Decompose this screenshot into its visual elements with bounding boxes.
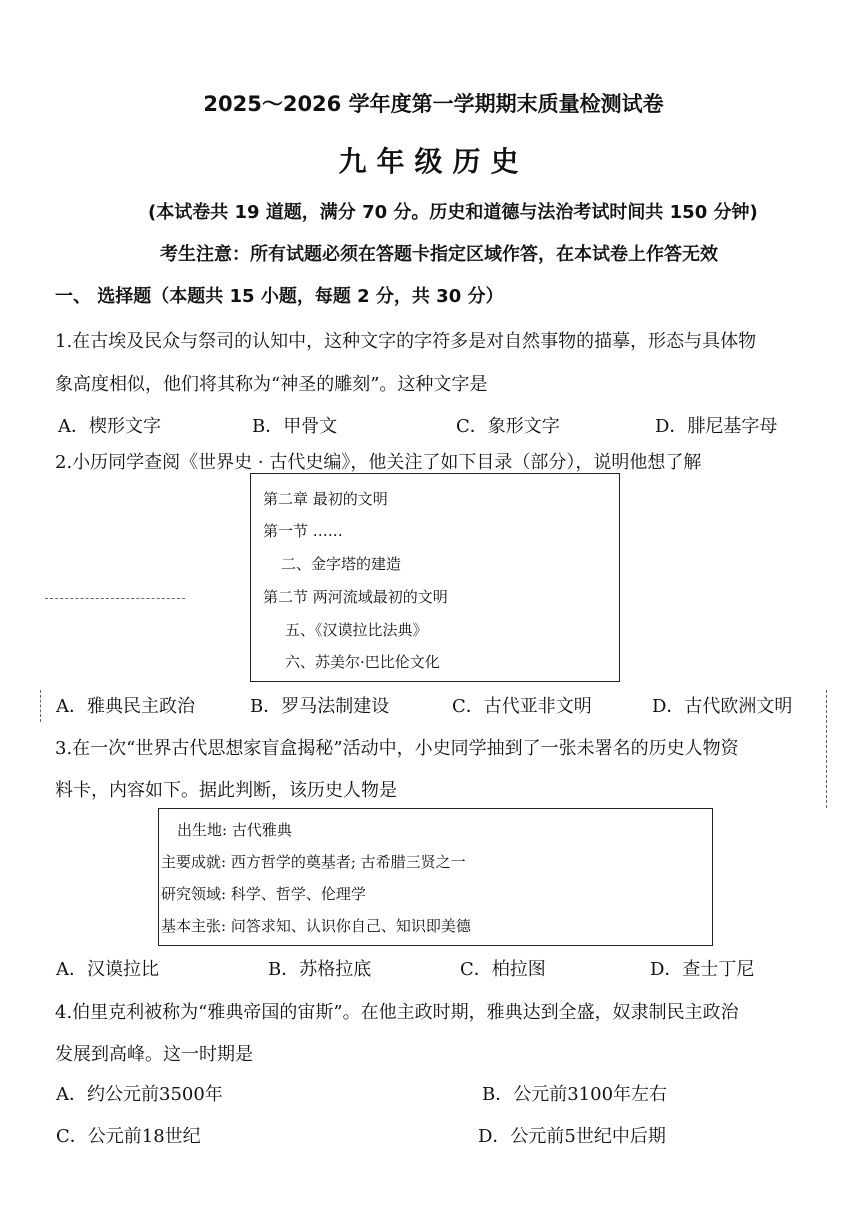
question-2-option-a: A．雅典民主政治 <box>56 696 195 717</box>
exam-info: (本试卷共 19 道题，满分 70 分。历史和道德与法治考试时间共 150 分钟) <box>148 202 758 223</box>
question-2-option-d: D．古代欧洲文明 <box>652 696 793 717</box>
question-1-option-d: D．腓尼基字母 <box>655 416 778 437</box>
toc-line: 第二章 最初的文明 <box>263 490 388 508</box>
question-1-line-2: 象高度相似，他们将其称为“神圣的雕刻”。这种文字是 <box>55 374 488 395</box>
info-card-line: 基本主张: 问答求知、认识你自己、知识即美德 <box>161 917 471 935</box>
question-1-option-a: A．楔形文字 <box>58 416 161 437</box>
question-2-table-of-contents <box>250 473 620 682</box>
question-2-line-1: 2.小历同学查阅《世界史 · 古代史编》，他关注了如下目录（部分），说明他想了解 <box>55 452 702 473</box>
question-4-line-1: 4.伯里克利被称为“雅典帝国的宙斯”。在他主政时期，雅典达到全盛，奴隶制民主政治 <box>55 1002 739 1023</box>
question-1-line-1: 1.在古埃及民众与祭司的认知中，这种文字的字符多是对自然事物的描摹，形态与具体物 <box>55 331 757 352</box>
scan-artifact-line <box>45 598 185 599</box>
question-3-info-card <box>158 808 713 946</box>
question-3-line-1: 3.在一次“世界古代思想家盲盒揭秘”活动中，小史同学抽到了一张未署名的历史人物资 <box>55 738 739 759</box>
question-3-option-b: B．苏格拉底 <box>268 959 372 980</box>
info-card-line: 出生地: 古代雅典 <box>177 821 292 839</box>
question-4-option-a: A．约公元前3500年 <box>56 1084 223 1105</box>
toc-line: 二、金字塔的建造 <box>281 555 402 573</box>
question-4-line-2: 发展到高峰。这一时期是 <box>55 1044 253 1065</box>
toc-line: 第二节 两河流域最初的文明 <box>263 588 448 606</box>
question-3-line-2: 料卡，内容如下。据此判断，该历史人物是 <box>55 780 397 801</box>
subject-title: 九年级历史 <box>338 145 529 178</box>
section-title: 一、 选择题（本题共 15 小题，每题 2 分，共 30 分） <box>55 286 504 307</box>
info-card-line: 研究领域: 科学、哲学、伦理学 <box>161 885 366 903</box>
question-2-option-c: C．古代亚非文明 <box>452 696 592 717</box>
question-4-option-c: C．公元前18世纪 <box>56 1126 201 1147</box>
question-3-option-d: D．查士丁尼 <box>650 959 755 980</box>
toc-line: 五、《汉谟拉比法典》 <box>285 621 428 639</box>
toc-line: 六、苏美尔·巴比伦文化 <box>285 653 440 671</box>
scan-artifact-line <box>40 690 41 722</box>
question-1-option-c: C．象形文字 <box>456 416 560 437</box>
question-2-option-b: B．罗马法制建设 <box>250 696 390 717</box>
question-4-option-d: D．公元前5世纪中后期 <box>478 1126 666 1147</box>
toc-line: 第一节 …… <box>263 522 343 540</box>
exam-title: 2025～2026 学年度第一学期期末质量检测试卷 <box>203 92 664 116</box>
question-4-option-b: B．公元前3100年左右 <box>482 1084 668 1105</box>
info-card-line: 主要成就: 西方哲学的奠基者; 古希腊三贤之一 <box>161 853 466 871</box>
question-3-option-c: C．柏拉图 <box>460 959 546 980</box>
question-1-option-b: B．甲骨文 <box>252 416 338 437</box>
scan-artifact-line <box>826 690 827 808</box>
question-3-option-a: A．汉谟拉比 <box>56 959 159 980</box>
exam-notice: 考生注意：所有试题必须在答题卡指定区域作答，在本试卷上作答无效 <box>160 244 718 265</box>
